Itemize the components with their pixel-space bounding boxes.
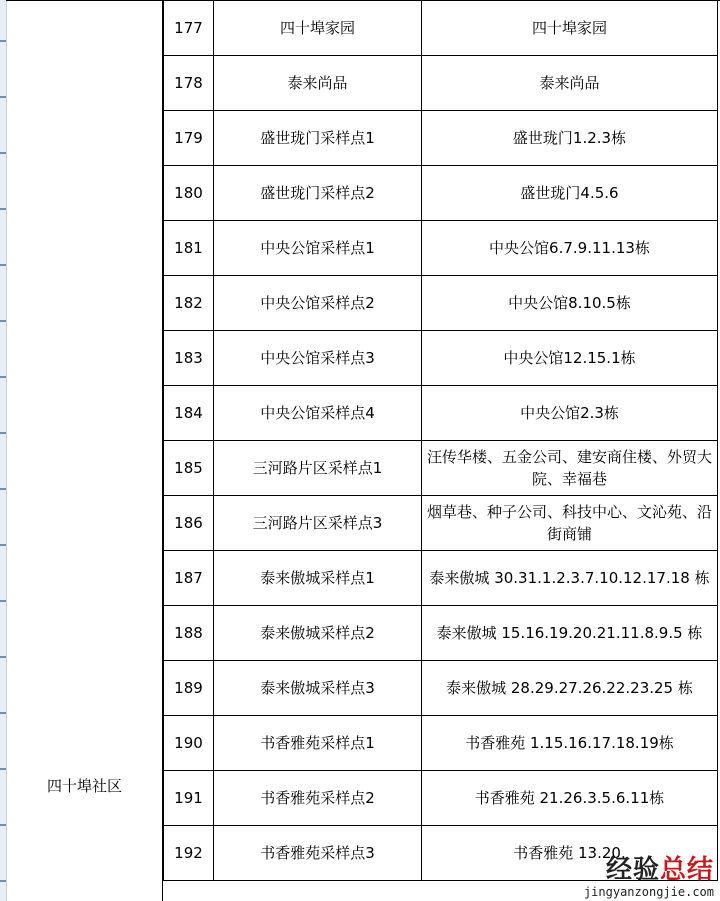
table-row [164,771,718,826]
watermark-title-b: 总结 [659,855,714,885]
row-number-cell[interactable]: 182 [164,276,214,331]
table-row [164,386,718,441]
row-number-cell[interactable]: 188 [164,606,214,661]
community-merged-cell[interactable] [6,0,163,901]
row-number-cell[interactable]: 179 [164,111,214,166]
table-row [164,551,718,606]
row-number-cell[interactable]: 186 [164,496,214,551]
coverage-scope-cell[interactable]: 中央公馆12.15.1栋 [422,331,718,386]
row-number-cell[interactable]: 187 [164,551,214,606]
sampling-point-name-cell[interactable]: 书香雅苑采样点2 [214,771,422,826]
sampling-point-name-cell[interactable]: 中央公馆采样点2 [214,276,422,331]
watermark-title [584,855,714,885]
sampling-point-name-cell[interactable]: 中央公馆采样点3 [214,331,422,386]
sampling-point-name-cell[interactable]: 中央公馆采样点1 [214,221,422,276]
table-row [164,661,718,716]
coverage-scope-cell[interactable]: 泰来傲城 28.29.27.26.22.23.25 栋 [422,661,718,716]
sampling-point-name-cell[interactable]: 四十埠家园 [214,1,422,56]
table-row [164,606,718,661]
sampling-point-name-cell[interactable]: 盛世珑门采样点2 [214,166,422,221]
table-row [164,111,718,166]
table-row [164,1,718,56]
coverage-scope-cell[interactable]: 泰来尚品 [422,56,718,111]
sampling-point-name-cell[interactable]: 书香雅苑采样点3 [214,826,422,881]
coverage-scope-cell[interactable]: 书香雅苑 21.26.3.5.6.11栋 [422,771,718,826]
row-number-cell[interactable]: 192 [164,826,214,881]
sampling-point-name-cell[interactable]: 中央公馆采样点4 [214,386,422,441]
coverage-scope-cell[interactable]: 烟草巷、种子公司、科技中心、文沁苑、沿街商铺 [422,496,718,551]
row-number-cell[interactable]: 177 [164,1,214,56]
row-number-cell[interactable]: 185 [164,441,214,496]
table-row [164,496,718,551]
table-row [164,331,718,386]
sampling-point-name-cell[interactable]: 泰来傲城采样点1 [214,551,422,606]
coverage-scope-cell[interactable]: 书香雅苑 1.15.16.17.18.19栋 [422,716,718,771]
watermark-url: jingyanzongjie.com [583,885,714,899]
sampling-point-name-cell[interactable]: 泰来傲城采样点3 [214,661,422,716]
row-number-cell[interactable]: 190 [164,716,214,771]
community-name: 四十埠社区 [46,777,122,795]
coverage-scope-cell[interactable]: 书香雅苑 13.20. [422,826,718,881]
sampling-points-table [163,0,718,881]
coverage-scope-cell[interactable]: 中央公馆6.7.9.11.13栋 [422,221,718,276]
coverage-scope-cell[interactable]: 汪传华楼、五金公司、建安商住楼、外贸大院、幸福巷 [422,441,718,496]
row-number-cell[interactable]: 183 [164,331,214,386]
table-row [164,56,718,111]
row-number-cell[interactable]: 189 [164,661,214,716]
table-row [164,166,718,221]
sampling-point-name-cell[interactable]: 泰来傲城采样点2 [214,606,422,661]
sampling-point-name-cell[interactable]: 三河路片区采样点1 [214,441,422,496]
table-row [164,276,718,331]
coverage-scope-cell[interactable]: 四十埠家园 [422,1,718,56]
coverage-scope-cell[interactable]: 中央公馆8.10.5栋 [422,276,718,331]
watermark-title-a: 经验 [605,855,660,885]
row-number-cell[interactable]: 191 [164,771,214,826]
row-number-cell[interactable]: 184 [164,386,214,441]
sampling-point-name-cell[interactable]: 泰来尚品 [214,56,422,111]
sampling-point-name-cell[interactable]: 盛世珑门采样点1 [214,111,422,166]
table-row [164,716,718,771]
sampling-point-name-cell[interactable]: 书香雅苑采样点1 [214,716,422,771]
row-number-cell[interactable]: 181 [164,221,214,276]
coverage-scope-cell[interactable]: 盛世珑门4.5.6 [422,166,718,221]
coverage-scope-cell[interactable]: 盛世珑门1.2.3栋 [422,111,718,166]
table-row [164,221,718,276]
coverage-scope-cell[interactable]: 泰来傲城 30.31.1.2.3.7.10.12.17.18 栋 [422,551,718,606]
watermark [584,855,714,899]
sampling-point-name-cell[interactable]: 三河路片区采样点3 [214,496,422,551]
row-number-cell[interactable]: 180 [164,166,214,221]
table-row [164,441,718,496]
coverage-scope-cell[interactable]: 泰来傲城 15.16.19.20.21.11.8.9.5 栋 [422,606,718,661]
coverage-scope-cell[interactable]: 中央公馆2.3栋 [422,386,718,441]
row-number-cell[interactable]: 178 [164,56,214,111]
